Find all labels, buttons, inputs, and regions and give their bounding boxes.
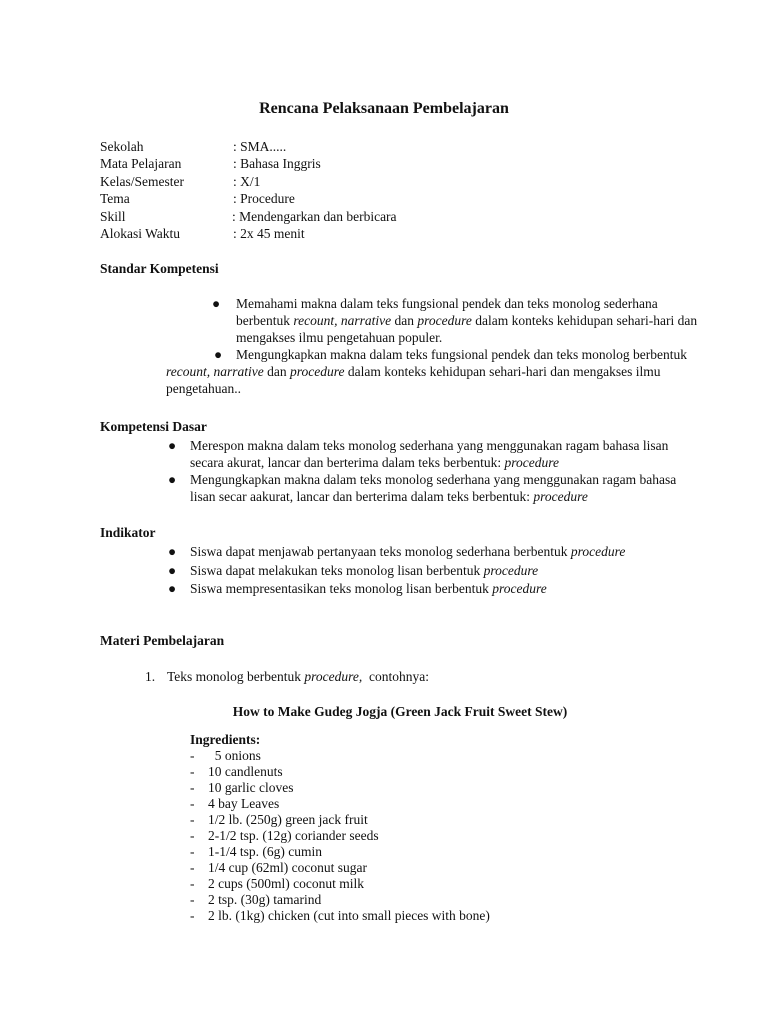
list-item <box>100 543 700 562</box>
list-number: 1. <box>145 669 156 684</box>
info-value: : Bahasa Inggris <box>233 156 321 172</box>
item-text-italic: procedure <box>570 544 626 559</box>
ingredient-text: 4 bay Leaves <box>208 796 280 811</box>
item-text: Merespon makna dalam teks monolog sederhana yang menggunakan ragam bahasa lisan secara akurat, lancar dan berterima dalam teks berbentuk: <box>190 438 669 470</box>
ingredient-text: 5 onions <box>208 748 261 763</box>
info-value: : SMA..... <box>233 139 287 154</box>
item-text: Siswa dapat menjawab pertanyaan teks monolog sederhana berbentuk <box>190 544 571 559</box>
list-item <box>100 295 700 346</box>
heading-kompetensi-dasar: Kompetensi Dasar <box>100 419 207 434</box>
ingredient-item <box>190 828 490 844</box>
info-row-mata-pelajaran <box>100 155 700 172</box>
info-label: Alokasi Waktu <box>100 225 181 241</box>
item-text-italic: procedure <box>533 489 588 504</box>
list-item <box>100 471 700 505</box>
dash-marker: - <box>190 748 195 763</box>
bullet-icon: ● <box>168 581 177 596</box>
ingredient-item <box>190 908 490 924</box>
item-text-italic: procedure <box>504 455 559 470</box>
dash-marker: - <box>190 844 195 859</box>
item-text: dan <box>391 313 418 328</box>
heading-indikator: Indikator <box>100 525 156 540</box>
item-text: Siswa dapat melakukan teks monolog lisan berbentuk <box>190 562 484 578</box>
ingredients-heading: Ingredients: <box>190 732 261 747</box>
item-text: dalam konteks kehidupan sehari-hari dan mengakses ilmu pengetahuan.. <box>166 364 661 396</box>
dash-marker: - <box>190 876 195 891</box>
ingredient-item <box>190 844 490 860</box>
ingredient-item <box>190 876 490 892</box>
dash-marker: - <box>190 796 195 811</box>
ingredient-text: 2 cups (500ml) coconut milk <box>208 876 364 891</box>
item-text-italic: procedure <box>417 313 472 328</box>
bullet-icon: ● <box>168 472 177 487</box>
identity-table <box>100 138 700 242</box>
ingredient-item <box>190 796 490 812</box>
item-text: Memahami makna dalam teks fungsional pendek dan teks monolog sederhana berbentuk <box>236 296 658 328</box>
info-value: : 2x 45 menit <box>233 225 305 241</box>
list-item <box>100 562 700 581</box>
dash-marker: - <box>190 764 195 779</box>
item-text-italic: procedure <box>483 562 539 578</box>
item-text: dan <box>263 364 290 379</box>
bullet-icon: ● <box>212 296 221 311</box>
ingredient-text: 2 tsp. (30g) tamarind <box>208 892 322 907</box>
item-text-italic: procedure, <box>304 669 363 684</box>
item-text-italic: recount, narrative <box>166 364 264 379</box>
indikator-list <box>100 543 700 599</box>
recipe-title: How to Make Gudeg Jogja (Green Jack Fruit Sweet Stew) <box>232 704 568 719</box>
info-row-tema <box>100 190 700 207</box>
info-value: : X/1 <box>233 173 261 189</box>
info-value: : Procedure <box>233 191 295 207</box>
kompetensi-dasar-list <box>100 437 700 505</box>
bullet-icon: ● <box>168 544 177 559</box>
info-label: Mata Pelajaran <box>100 156 182 172</box>
materi-list-item <box>145 668 429 685</box>
ingredient-item <box>190 780 490 796</box>
list-item: ● Mengungkapkan makna dalam teks fungsional pendek dan teks monolog berbentuk recount, narrative dan procedure dalam konteks kehidupan sehari-hari dan mengakses ilmu pengetahuan.. <box>166 347 688 396</box>
document-title: Rencana Pelaksanaan Pembelajaran <box>259 100 509 117</box>
ingredient-text: 1/2 lb. (250g) green jack fruit <box>208 812 368 827</box>
ingredient-text: 2 lb. (1kg) chicken (cut into small pieces with bone) <box>208 908 490 923</box>
item-text: Teks monolog berbentuk <box>167 669 305 684</box>
ingredient-text: 10 candlenuts <box>208 764 283 779</box>
dash-marker: - <box>190 908 195 923</box>
info-label: Kelas/Semester <box>100 173 184 189</box>
bullet-icon: ● <box>168 562 177 578</box>
ingredient-item <box>190 812 490 828</box>
info-label: Skill <box>100 208 126 224</box>
info-value: : Mendengarkan dan berbicara <box>232 208 397 224</box>
item-text: Siswa mempresentasikan teks monolog lisan berbentuk <box>190 581 493 596</box>
ingredient-item <box>190 860 490 876</box>
ingredient-item <box>190 892 490 908</box>
list-item <box>100 580 700 599</box>
standar-kompetensi-list <box>100 295 700 397</box>
info-row-sekolah <box>100 138 700 155</box>
dash-marker: - <box>190 812 195 827</box>
heading-standar-kompetensi: Standar Kompetensi <box>100 261 219 276</box>
ingredient-item <box>190 748 490 764</box>
dash-marker: - <box>190 828 195 843</box>
dash-marker: - <box>190 860 195 875</box>
item-text: Mengungkapkan makna dalam teks fungsional pendek dan teks monolog berbentuk <box>236 347 688 362</box>
ingredient-text: 10 garlic cloves <box>208 780 294 795</box>
item-text: Mengungkapkan makna dalam teks monolog sederhana yang menggunakan ragam bahasa lisan secar aakurat, lancar dan berterima dalam teks berbentuk: <box>190 472 677 504</box>
ingredient-text: 1/4 cup (62ml) coconut sugar <box>208 860 367 875</box>
info-row-skill <box>100 208 700 225</box>
list-item <box>100 437 700 471</box>
info-row-kelas-semester <box>100 173 700 190</box>
ingredient-text: 2-1/2 tsp. (12g) coriander seeds <box>208 828 379 843</box>
item-text-italic: procedure <box>289 364 345 379</box>
dash-marker: - <box>190 780 195 795</box>
ingredient-text: 1-1/4 tsp. (6g) cumin <box>208 844 322 859</box>
info-label: Tema <box>100 191 130 207</box>
info-label: Sekolah <box>100 139 144 154</box>
item-text: contohnya: <box>362 669 430 684</box>
item-text-italic: recount, narrative <box>293 313 392 328</box>
ingredients-list <box>190 732 490 924</box>
ingredient-item <box>190 764 490 780</box>
item-text-italic: procedure <box>492 581 547 596</box>
heading-materi-pembelajaran: Materi Pembelajaran <box>100 633 225 648</box>
dash-marker: - <box>190 892 195 907</box>
bullet-icon: ● <box>168 438 177 453</box>
info-row-alokasi-waktu <box>100 225 700 242</box>
item-text: dalam konteks kehidupan sehari-hari dan mengakses ilmu pengetahuan populer. <box>236 313 698 345</box>
